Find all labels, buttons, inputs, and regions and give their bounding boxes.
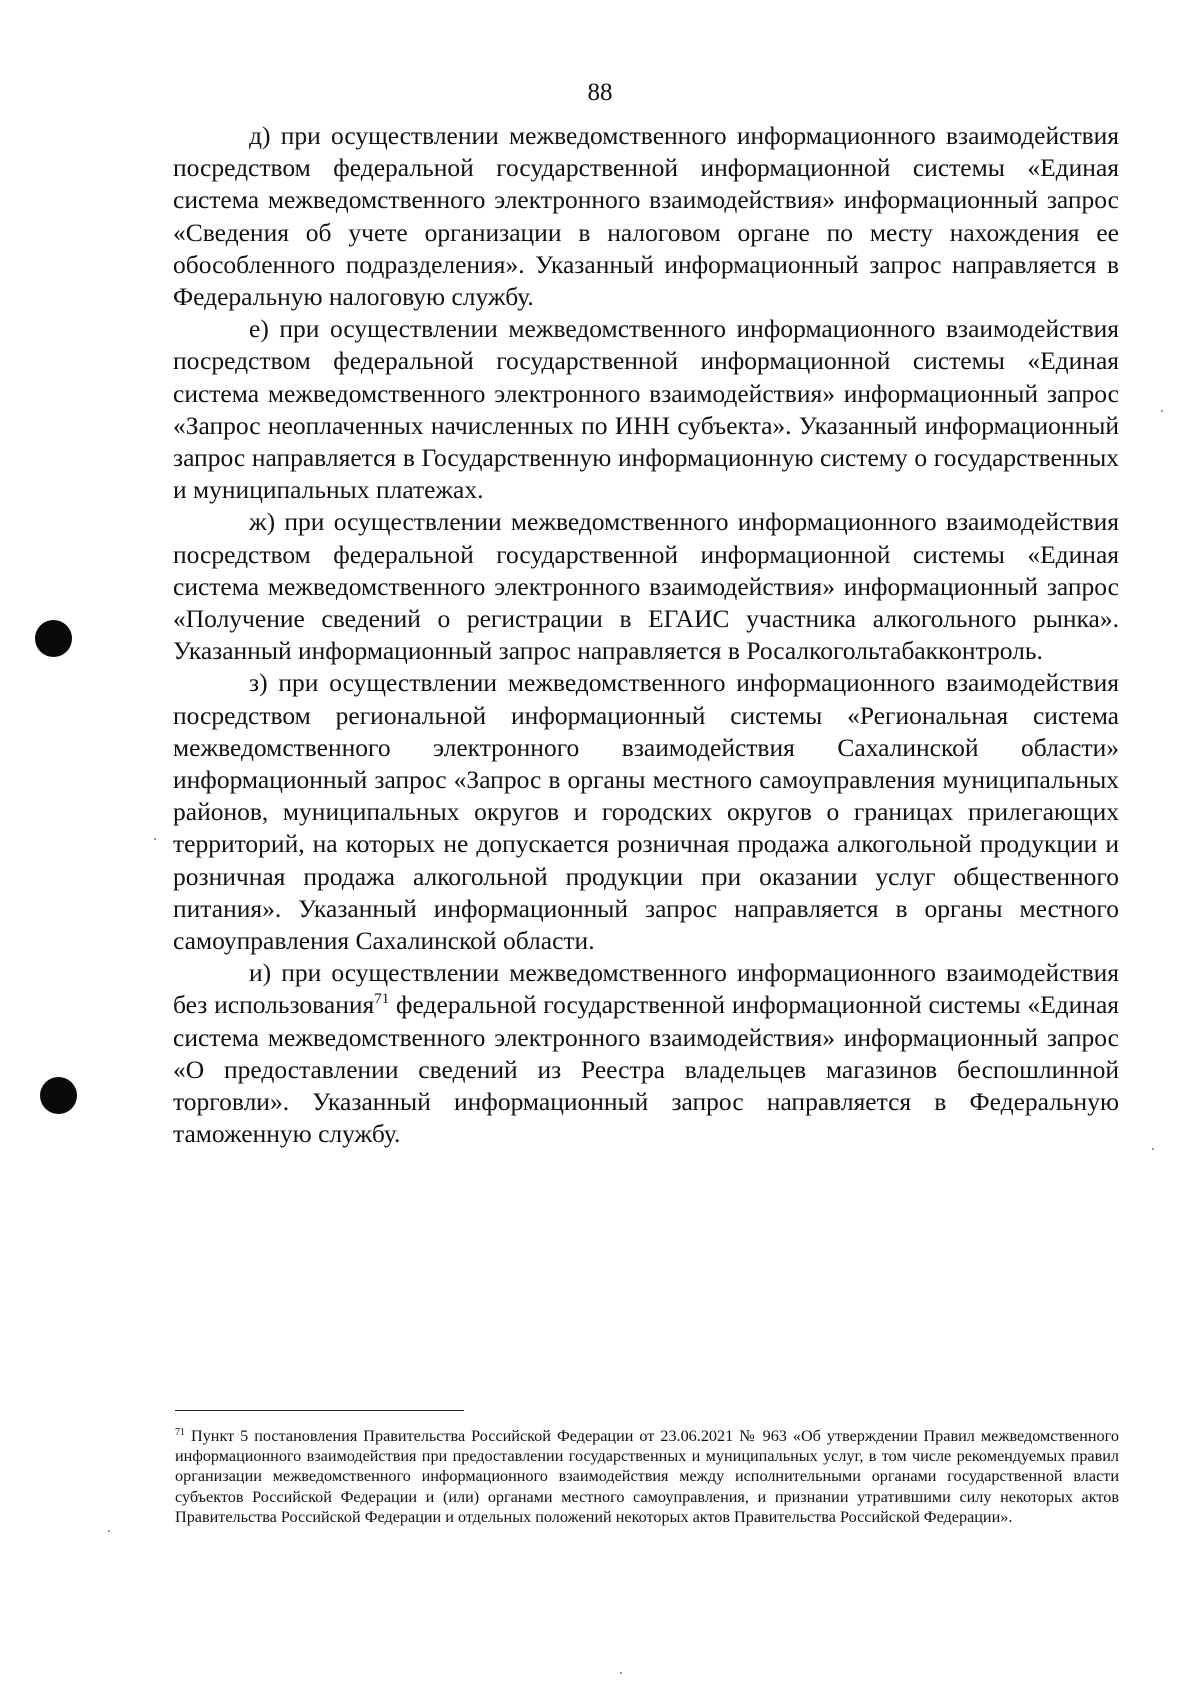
paragraph-i-end: федеральной государственной информационной системы «Единая система межведомственного электронного взаимодействия» информационный запрос «О предоставлении сведений из Реестра владельцев магазинов беспошлинной торговли». Указанный информационный запрос направляется в Федеральную таможенную службу. [173, 990, 1120, 1149]
footnote [175, 1426, 1119, 1527]
paragraph-i [173, 957, 1119, 1150]
scan-speck [620, 1672, 622, 1674]
paragraph-zh: ж) при осуществлении межведомственного информационного взаимодействия посредством федеральной государственной информационной системы «Единая система межведомственного электронного взаимодействия» информационный запрос «Получение сведений о регистрации в ЕГАИС участника алкогольного рынка». Указанный информационный запрос направляется в Росалкогольтабакконтроль. [173, 507, 1119, 666]
punch-hole-lower [40, 1077, 77, 1114]
footnote-reference: 71 [374, 991, 390, 1008]
paragraph-z: з) при осуществлении межведомственного информационного взаимодействия посредством региональной информационный системы «Региональная система межведомственного электронного взаимодействия Сахалинской области» информационный запрос «Запрос в органы местного самоуправления муниципальных районов, муниципальных округов и городских округов о границах прилегающих территорий, на которых не допускается розничная продажа алкогольной продукции и розничная продажа алкогольной продукции при оказании услуг общественного питания». Указанный информационный запрос направляется в органы местного самоуправления Сахалинской области. [173, 668, 1119, 956]
footnote-divider [175, 1410, 464, 1411]
paragraph-e: е) при осуществлении межведомственного информационного взаимодействия посредством федеральной государственной информационной системы «Единая система межведомственного электронного взаимодействия» информационный запрос «Запрос неоплаченных начисленных по ИНН субъекта». Указанный информационный запрос направляется в Государственную информационную систему о государственных и муниципальных платежах. [173, 314, 1119, 505]
paragraph-d: д) при осуществлении межведомственного информационного взаимодействия посредством федеральной государственной информационной системы «Единая система межведомственного электронного взаимодействия» информационный запрос «Сведения об учете организации в налоговом органе по месту нахождения ее обособленного подразделения». Указанный информационный запрос направляется в Федеральную налоговую службу. [173, 121, 1119, 312]
footnote-text: Пункт 5 постановления Правительства Российской Федерации от 23.06.2021 № 963 «Об утверждении Правил межведомственного информационного взаимодействия при предоставлении государственных и муниципальных услуг, в том числе рекомендуемых правил организации межведомственного информационного взаимодействия между исполнительными органами государственной власти субъектов Российской Федерации и (или) органами местного самоуправления, и признании утратившими силу некоторых актов Правительства Российской Федерации и отдельных положений некоторых актов Правительства Российской Федерации». [175, 1427, 1119, 1526]
scan-speck [1161, 410, 1163, 412]
scan-speck [108, 1530, 110, 1532]
footnote-marker: 71 [175, 1427, 185, 1438]
paragraph-i-start: и) при осуществлении межведомственного информационного взаимодействия без использования [173, 958, 1119, 1020]
scan-speck [1152, 1148, 1154, 1150]
body-text [173, 120, 1119, 1151]
scan-speck [154, 838, 156, 840]
punch-hole-upper [35, 620, 72, 657]
page-number: 88 [587, 79, 613, 106]
